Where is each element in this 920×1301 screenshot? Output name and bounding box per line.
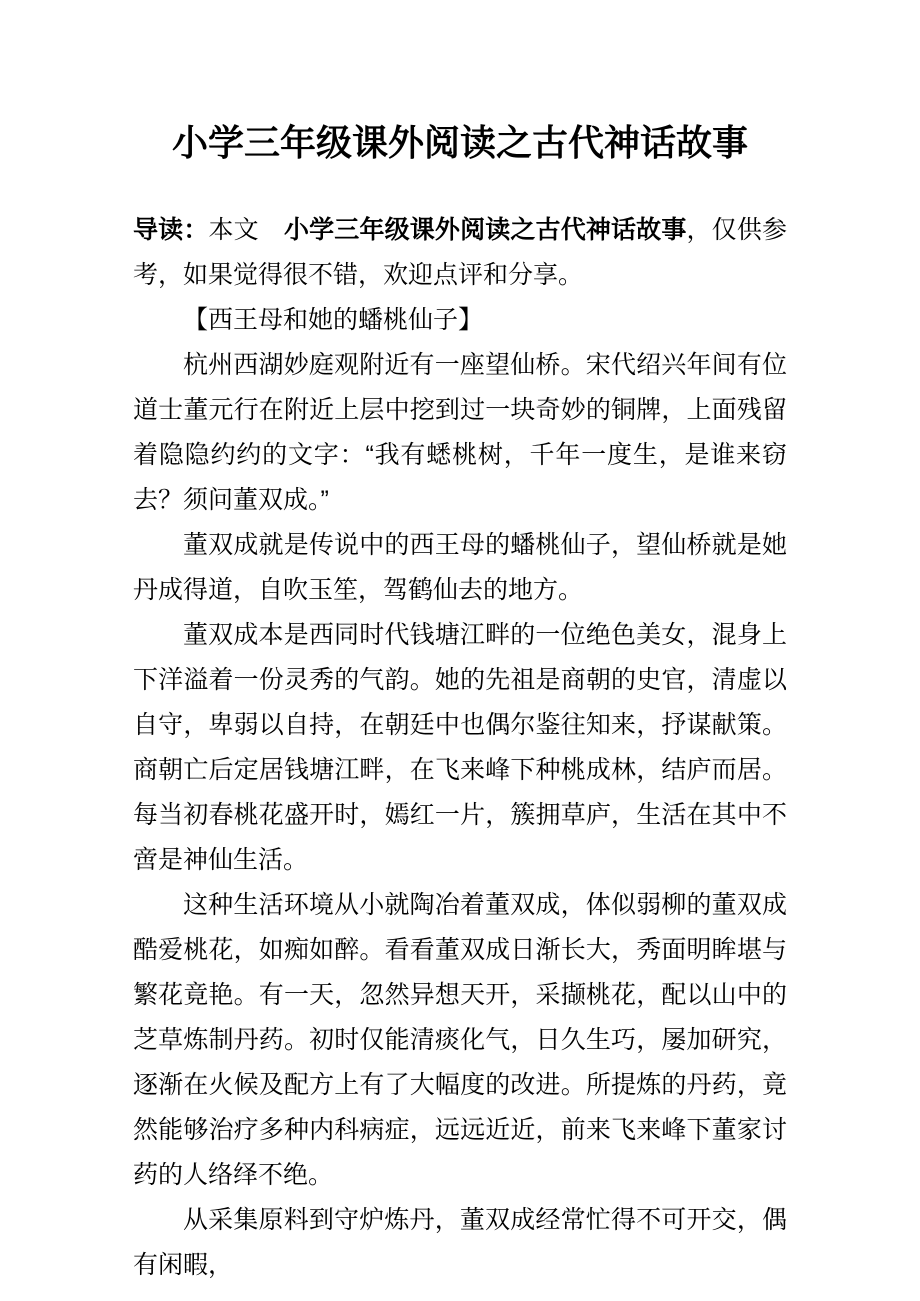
body-paragraph: 董双成就是传说中的西王母的蟠桃仙子，望仙桥就是她丹成得道，自吹玉笙，驾鹤仙去的地方。 bbox=[133, 531, 787, 604]
intro-highlight-title: 小学三年级课外阅读之古代神话故事 bbox=[283, 216, 687, 244]
document-title: 小学三年级课外阅读之古代神话故事 bbox=[171, 122, 748, 163]
paragraph-list bbox=[133, 343, 787, 1288]
body-paragraph: 从采集原料到守炉炼丹，董双成经常忙得不可开交，偶有闲暇， bbox=[133, 1206, 787, 1279]
intro-tail: ，仅供参考，如果觉得很不错，欢迎点评和分享。 bbox=[133, 216, 787, 289]
intro-lead-text: 本文 bbox=[208, 216, 259, 244]
body-paragraph: 这种生活环境从小就陶冶着董双成，体似弱柳的董双成酷爱桃花，如痴如醉。看看董双成日渐长大，秀面明眸堪与繁花竟艳。有一天，忽然异想天开，采撷桃花，配以山中的芝草炼制丹药。初时仅能清痰化气，日久生巧，屡加研究，逐渐在火候及配方上有了大幅度的改进。所提炼的丹药，竟然能够治疗多种内科病症，远远近近，前来飞来峰下董家讨药的人络绎不绝。 bbox=[133, 891, 787, 1189]
section-header: 【西王母和她的蟠桃仙子】 bbox=[183, 306, 484, 334]
intro-paragraph bbox=[133, 208, 787, 298]
intro-separator bbox=[259, 216, 284, 244]
intro-lead-label: 导读： bbox=[133, 216, 209, 244]
body-paragraph: 董双成本是西同时代钱塘江畔的一位绝色美女，混身上下洋溢着一份灵秀的气韵。她的先祖是商朝的史官，清虚以自守，卑弱以自持，在朝廷中也偶尔鉴往知来，抒谋献策。商朝亡后定居钱塘江畔，在飞来峰下种桃成林，结庐而居。每当初春桃花盛开时，嫣红一片，簇拥草庐，生活在其中不啻是神仙生活。 bbox=[133, 621, 787, 874]
body-paragraph: 杭州西湖妙庭观附近有一座望仙桥。宋代绍兴年间有位道士董元行在附近上层中挖到过一块奇妙的铜牌，上面残留着隐隐约约的文字：“我有蟋桃树，千年一度生，是谁来窃去？须问董双成。” bbox=[133, 351, 787, 514]
